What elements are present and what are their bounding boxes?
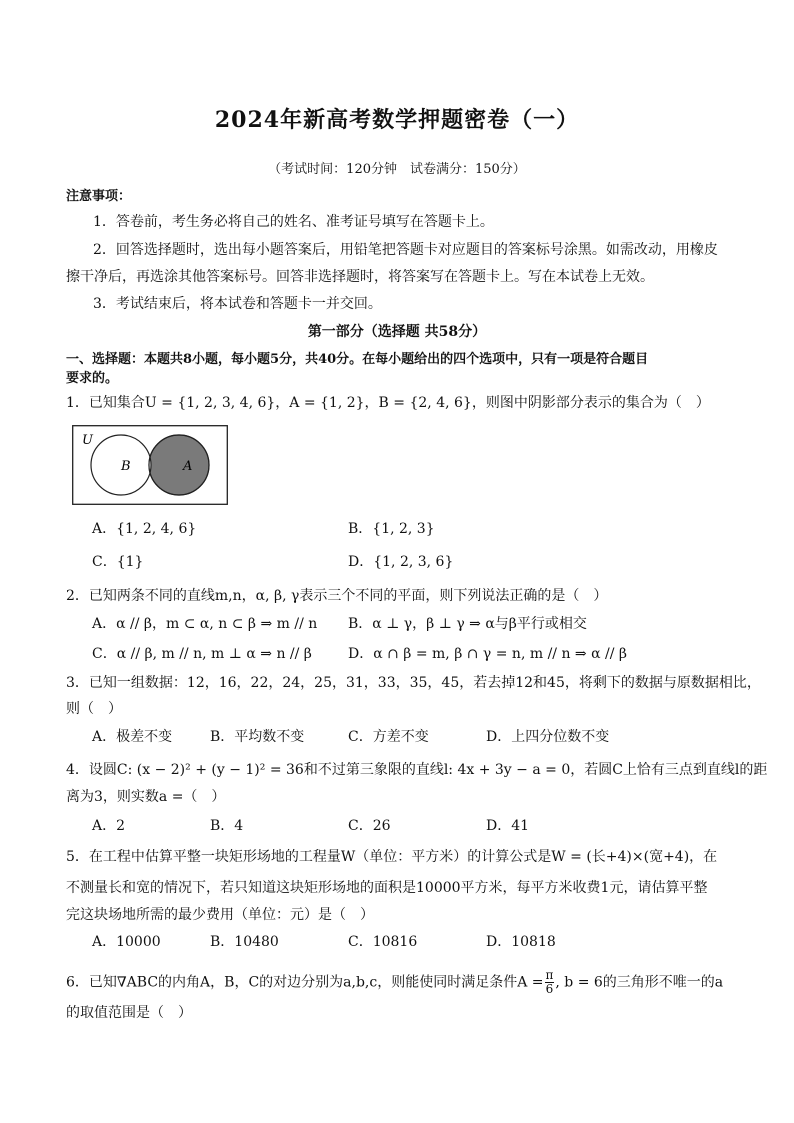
notice-heading: 注意事项： xyxy=(66,189,132,204)
q5-stem-cont-2: 完这块场地所需的最少费用（单位：元）是（ ） xyxy=(66,907,374,923)
q3-stem-cont: 则（ ） xyxy=(66,701,122,717)
q5-stem: 5．在工程中估算平整一块矩形场地的工程量W（单位：平方米）的计算公式是W = (长+4)×(宽+4)，在 xyxy=(66,849,718,865)
q5-option-c: C．10816 xyxy=(348,934,418,950)
q5-stem-cont-1: 不测量长和宽的情况下，若只知道这块矩形场地的面积是10000平方米，每平方米收费1元，请估算平整 xyxy=(66,880,708,896)
q6-stem xyxy=(66,969,723,996)
exam-title: 2024年新高考数学押题密卷（一） xyxy=(214,107,580,133)
q6-stem-part-2: , b = 6的三角形不唯一的a xyxy=(555,974,724,991)
q6-fraction xyxy=(545,969,555,996)
notice-item-3: 3．考试结束后，将本试卷和答题卡一并交回。 xyxy=(93,296,382,312)
q3-stem: 3．已知一组数据：12，16，22，24，25，31，33，35，45，若去掉12和45，将剩下的数据与原数据相比， xyxy=(66,675,761,691)
q2-option-d: D．α ∩ β = m, β ∩ γ = n, m // n ⇒ α // β xyxy=(348,646,627,662)
q1-option-a: A．{1, 2, 4, 6} xyxy=(92,521,197,537)
venn-label-u: U xyxy=(82,433,93,448)
q2-option-c: C．α // β, m // n, m ⊥ α ⇒ n // β xyxy=(92,646,312,662)
q6-stem-part-1: 6．已知∇ABC的内角A，B，C的对边分别为a,b,c，则能使同时满足条件A = xyxy=(66,974,544,991)
q4-option-a: A．2 xyxy=(92,818,126,834)
venn-label-a: A xyxy=(183,459,193,474)
q6-fraction-numerator: π xyxy=(545,968,554,982)
section-title: 第一部分（选择题 共58分） xyxy=(307,324,487,340)
q2-option-b: B．α ⊥ γ，β ⊥ γ ⇒ α与β平行或相交 xyxy=(348,616,587,632)
venn-label-b: B xyxy=(121,459,131,474)
q4-option-c: C．26 xyxy=(348,818,391,834)
notice-item-2-cont: 擦干净后，再选涂其他答案标号。回答非选择题时，将答案写在答题卡上。写在本试卷上无效。 xyxy=(66,269,654,285)
q2-stem: 2．已知两条不同的直线m,n，α, β, γ表示三个不同的平面，则下列说法正确的是（ ） xyxy=(66,588,608,604)
q6-stem-cont: 的取值范围是（ ） xyxy=(66,1005,192,1021)
q3-option-a: A．极差不变 xyxy=(92,729,173,745)
notice-item-2: 2．回答选择题时，选出每小题答案后，用铅笔把答题卡对应题目的答案标号涂黑。如需改动，用橡皮 xyxy=(93,242,718,258)
q4-option-b: B．4 xyxy=(210,818,244,834)
notice-item-1: 1．答卷前，考生务必将自己的姓名、准考证号填写在答题卡上。 xyxy=(93,214,494,230)
q5-option-d: D．10818 xyxy=(486,934,556,950)
instructions-line-1: 一、选择题：本题共8小题，每小题5分，共40分。在每小题给出的四个选项中，只有一项是符合题目 xyxy=(66,352,649,367)
q3-option-b: B．平均数不变 xyxy=(210,729,305,745)
instructions-line-2: 要求的。 xyxy=(66,371,119,386)
q6-fraction-denominator: 6 xyxy=(545,982,554,996)
q5-option-b: B．10480 xyxy=(210,934,279,950)
q3-option-d: D．上四分位数不变 xyxy=(486,729,610,745)
q1-stem: 1．已知集合U = {1, 2, 3, 4, 6}，A = {1, 2}，B = {2, 4, 6}，则图中阴影部分表示的集合为（ ） xyxy=(66,395,710,411)
q5-option-a: A．10000 xyxy=(92,934,161,950)
q4-stem-cont: 离为3，则实数a =（ ） xyxy=(66,789,226,805)
q4-stem: 4．设圆C: (x − 2)² + (y − 1)² = 36和不过第三象限的直线l: 4x + 3y − a = 0，若圆C上恰有三点到直线l的距 xyxy=(66,762,768,778)
q3-option-c: C．方差不变 xyxy=(348,729,429,745)
q1-option-c: C．{1} xyxy=(92,554,144,570)
venn-diagram xyxy=(72,425,228,505)
exam-subtitle: （考试时间：120分钟 试卷满分：150分） xyxy=(268,162,526,177)
q4-option-d: D．41 xyxy=(486,818,530,834)
q1-option-d: D．{1, 2, 3, 6} xyxy=(348,554,454,570)
q2-option-a: A．α // β，m ⊂ α, n ⊂ β ⇒ m // n xyxy=(92,616,318,632)
q1-option-b: B．{1, 2, 3} xyxy=(348,521,435,537)
